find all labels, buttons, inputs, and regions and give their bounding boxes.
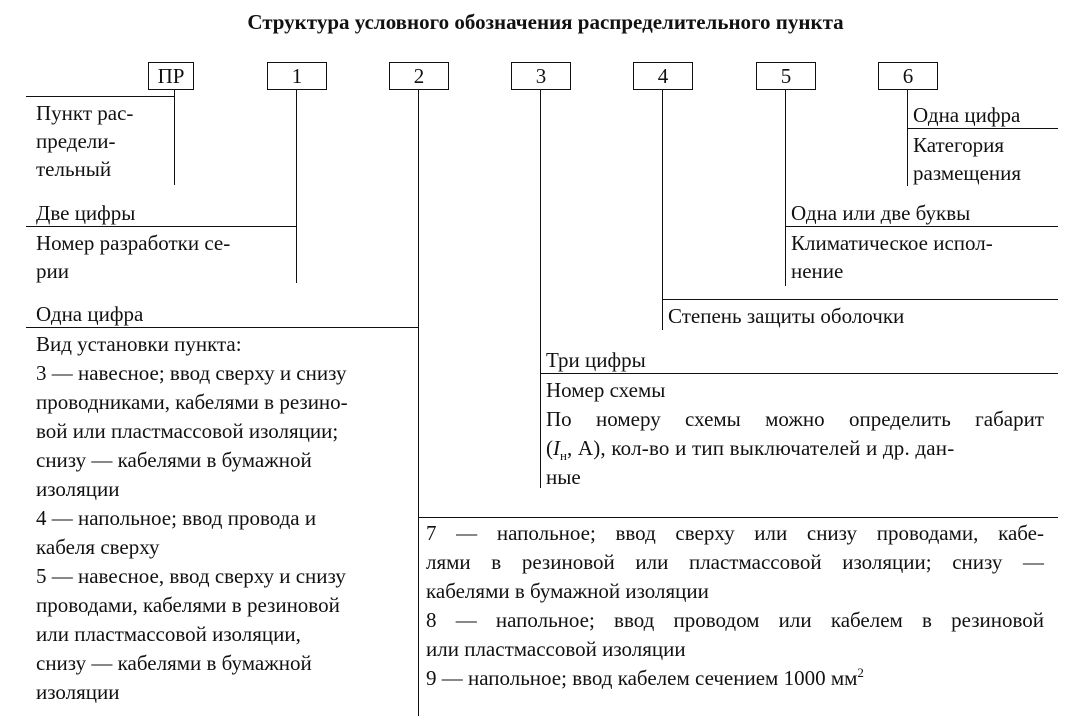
field3-line-3-rest: , А), кол-во и тип выключателей и др. дан- xyxy=(566,436,955,460)
code-box-4: 4 xyxy=(633,62,693,90)
field6-desc-line-2: размещения xyxy=(913,161,1022,185)
field3-paren: ( xyxy=(546,436,553,460)
field3-line-4: ные xyxy=(546,465,581,489)
leader-pr-horizontal xyxy=(26,96,174,97)
field3-line-2: По номеру схемы можно определить габарит xyxy=(546,407,1044,431)
code-box-5: 5 xyxy=(756,62,816,90)
code-box-1: 1 xyxy=(267,62,327,90)
code-box-2: 2 xyxy=(389,62,449,90)
field3-current-symbol: I xyxy=(553,436,560,460)
field4-header: Степень защиты оболочки xyxy=(668,304,905,328)
field2-left-line-4: вой или пластмассовой изоляции; xyxy=(36,419,339,443)
field2-left-line-13: изоляции xyxy=(36,680,120,704)
field2-left-line-1: Вид установки пункта: xyxy=(36,332,242,356)
field2-left-line-10: проводами, кабелями в резиновой xyxy=(36,593,340,617)
leader-5-vertical xyxy=(785,90,786,286)
diagram-title: Структура условного обозначения распределительного пункта xyxy=(247,10,844,34)
pr-desc-line-1: Пункт рас- xyxy=(36,101,134,125)
leader-2-horizontal-right xyxy=(418,517,1058,518)
field2-left-line-12: снизу — кабелями в бумажной xyxy=(36,651,312,675)
pr-desc-line-3: тельный xyxy=(36,157,112,181)
leader-2-vertical xyxy=(418,90,419,716)
field2-right-line-4: 8 — напольное; ввод проводом или кабелем в резиновой xyxy=(426,608,1044,632)
field5-header: Одна или две буквы xyxy=(791,201,971,225)
field2-left-line-3: проводниками, кабелями в резино- xyxy=(36,390,348,414)
field2-left-line-7: 4 — напольное; ввод провода и xyxy=(36,506,317,530)
field3-line-3 xyxy=(546,434,1044,463)
field5-desc-line-1: Климатическое испол- xyxy=(791,231,993,255)
pr-desc-line-2: предели- xyxy=(36,129,116,153)
leader-pr-vertical xyxy=(174,90,175,185)
field3-header: Три цифры xyxy=(546,348,646,372)
leader-4-horizontal xyxy=(662,299,1058,300)
field2-right-line-3: кабелями в бумажной изоляции xyxy=(426,579,709,603)
field2-left-line-8: кабеля сверху xyxy=(36,535,160,559)
field5-desc-line-2: нение xyxy=(791,259,844,283)
field6-desc-line-1: Категория xyxy=(913,133,1004,157)
field2-last-line-sup: 2 xyxy=(857,665,864,680)
leader-6-vertical xyxy=(907,90,908,186)
field2-left-line-6: изоляции xyxy=(36,477,120,501)
code-box-pr: ПР xyxy=(148,62,194,90)
leader-4-vertical xyxy=(662,90,663,330)
code-box-3: 3 xyxy=(511,62,571,90)
leader-1-vertical xyxy=(296,90,297,283)
field1-header: Две цифры xyxy=(36,201,136,225)
field3-line-1: Номер схемы xyxy=(546,378,666,402)
field6-header: Одна цифра xyxy=(913,103,1021,127)
field1-desc-line-1: Номер разработки се- xyxy=(36,231,231,255)
field2-right-line-5: или пластмассовой изоляции xyxy=(426,637,686,661)
field3-current-subscript: н xyxy=(560,448,567,464)
field1-desc-line-2: рии xyxy=(36,259,69,283)
field2-left-line-11: или пластмассовой изоляции, xyxy=(36,622,301,646)
field2-right-line-1: 7 — напольное; ввод сверху или снизу проводами, кабе- xyxy=(426,521,1044,545)
field2-right-line-2: лями в резиновой или пластмассовой изоляции; снизу — xyxy=(426,550,1044,574)
leader-3-vertical xyxy=(540,90,541,488)
field2-left-line-2: 3 — навесное; ввод сверху и снизу xyxy=(36,361,347,385)
field2-left-line-5: снизу — кабелями в бумажной xyxy=(36,448,312,472)
field2-last-line-text: 9 — напольное; ввод кабелем сечением 1000 мм xyxy=(426,666,858,690)
field2-right-line-6 xyxy=(426,664,864,693)
code-box-6: 6 xyxy=(878,62,938,90)
field2-left-line-9: 5 — навесное, ввод сверху и снизу xyxy=(36,564,346,588)
field2-header: Одна цифра xyxy=(36,302,144,326)
